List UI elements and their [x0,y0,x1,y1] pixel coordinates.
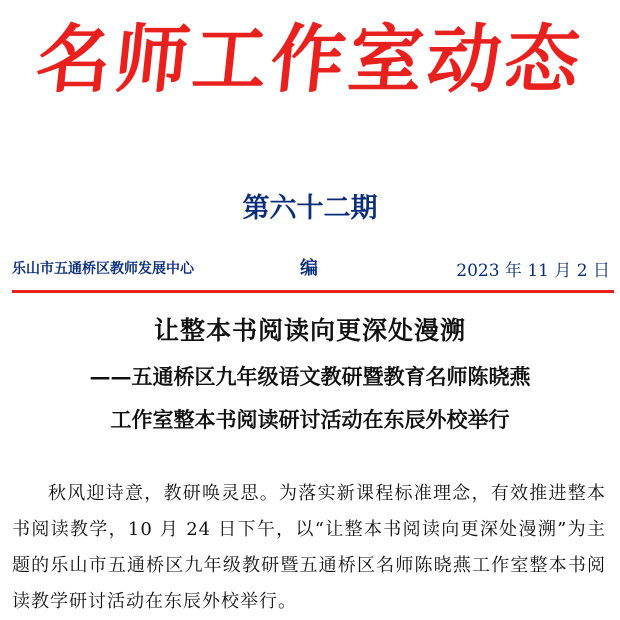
issue-number: 第六十二期 [242,193,378,224]
article-body-paragraph: 秋风迎诗意，教研唤灵思。为落实新课程标准理念，有效推进整本书阅读教学，10 月 24 日下午，以“让整本书阅读向更深处漫溯”为主题的乐山市五通桥区九年级教研暨五通桥区名师陈晓燕工作室整本书阅读教学研讨活动在东辰外校举行。 [12,483,606,612]
masthead-title: 名师工作室动态 [32,17,588,103]
publication-meta [0,254,620,280]
article-subtitle-line-1: ——五通桥区九年级语文教研暨教育名师陈晓燕 [89,364,531,389]
editor-label: 编 [300,258,318,279]
publisher-name: 乐山市五通桥区教师发展中心 [12,261,194,277]
header-divider [12,290,614,293]
publication-date: 2023 年 11 月 2 日 [456,261,610,281]
article-title: 让整本书阅读向更深处漫溯 [153,316,466,345]
article-subtitle-line-2: 工作室整本书阅读研讨活动在东辰外校举行 [110,407,510,432]
